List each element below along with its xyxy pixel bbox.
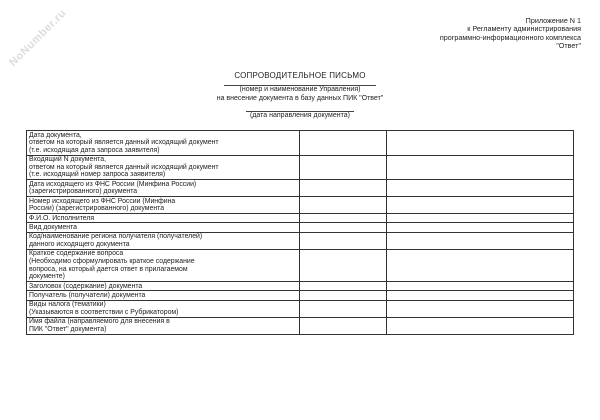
field-label: Вид документа <box>29 224 77 232</box>
field-label: Краткое содержание вопроса <box>29 250 124 258</box>
field-note-cell[interactable] <box>387 155 574 180</box>
field-label: вопроса, на который дается ответ в прилагаемом <box>29 265 188 273</box>
field-label: Виды налога (тематики) <box>29 301 106 309</box>
field-label: (т.е. исходящий номер запроса заявителя) <box>29 171 166 179</box>
field-label-cell <box>27 197 300 214</box>
field-note-cell[interactable] <box>387 249 574 281</box>
field-label: (Указываются в соответствии с Рубрикатором) <box>29 308 179 316</box>
field-label: ответом на который является данный исходящий документ <box>29 139 219 147</box>
field-note-cell[interactable] <box>387 180 574 197</box>
field-label: Получатель (получатели) документа <box>29 291 146 299</box>
field-label: Входящий N документа, <box>29 156 107 164</box>
field-value-cell[interactable] <box>300 281 387 290</box>
field-value-cell[interactable] <box>300 291 387 300</box>
field-note-cell[interactable] <box>387 300 574 317</box>
table-row <box>27 291 574 300</box>
purpose-line: на внесение документа в базу данных ПИК "Ответ" <box>216 95 384 102</box>
field-label-cell <box>27 223 300 232</box>
appendix-line: к Регламенту администрирования <box>467 24 581 34</box>
field-label: (зарегистрированного) документа <box>29 188 138 196</box>
appendix-line: программно-информационного комплекса <box>439 32 581 42</box>
table-row <box>27 249 574 281</box>
field-value-cell[interactable] <box>300 214 387 223</box>
field-label: ПИК "Ответ" документа) <box>29 325 107 333</box>
field-label-cell <box>27 214 300 223</box>
field-label: Заголовок (содержание) документа <box>29 282 143 290</box>
field-label-cell <box>27 131 300 156</box>
field-note-cell[interactable] <box>387 291 574 300</box>
table-row <box>27 300 574 317</box>
table-row <box>27 223 574 232</box>
appendix-line: Приложение N 1 <box>525 16 581 25</box>
field-note-cell[interactable] <box>387 317 574 334</box>
table-row <box>27 214 574 223</box>
field-value-cell[interactable] <box>300 131 387 156</box>
field-label: Ф.И.О. Исполнителя <box>29 214 95 222</box>
field-label-cell <box>27 291 300 300</box>
field-label-cell <box>27 317 300 334</box>
field-note-cell[interactable] <box>387 214 574 223</box>
table-row <box>27 281 574 290</box>
field-value-cell[interactable] <box>300 232 387 249</box>
field-value-cell[interactable] <box>300 317 387 334</box>
field-note-cell[interactable] <box>387 131 574 156</box>
field-label: (Необходимо сформулировать краткое содержание <box>29 257 195 265</box>
table-row <box>27 232 574 249</box>
field-value-cell[interactable] <box>300 180 387 197</box>
field-label: Имя файла (направляемого для внесения в <box>29 318 170 326</box>
field-label: документе) <box>29 273 65 281</box>
details-table <box>26 130 574 335</box>
field-label: Код/наименование региона получателя (получателей) <box>29 233 203 241</box>
table-row <box>27 317 574 334</box>
field-label-cell <box>27 300 300 317</box>
field-label: ответом на который является данный исходящий документ <box>29 163 219 171</box>
field-label: (т.е. исходящая дата запроса заявителя) <box>29 146 160 154</box>
field-label: данного исходящего документа <box>29 241 130 248</box>
table-row <box>27 180 574 197</box>
date-hint: (дата направления документа) <box>250 112 350 119</box>
field-label: Дата документа, <box>29 131 82 139</box>
field-value-cell[interactable] <box>300 155 387 180</box>
table-row <box>27 197 574 214</box>
department-hint: (номер и наименование Управления) <box>239 86 361 93</box>
field-label: Дата исходящего из ФНС России (Минфина России) <box>29 180 197 188</box>
document-title: СОПРОВОДИТЕЛЬНОЕ ПИСЬМО <box>234 71 366 80</box>
field-value-cell[interactable] <box>300 300 387 317</box>
table-row <box>27 131 574 156</box>
field-label-cell <box>27 155 300 180</box>
field-label-cell <box>27 232 300 249</box>
field-note-cell[interactable] <box>387 281 574 290</box>
appendix-line: "Ответ" <box>556 41 581 51</box>
field-value-cell[interactable] <box>300 197 387 214</box>
field-note-cell[interactable] <box>387 197 574 214</box>
field-note-cell[interactable] <box>387 223 574 232</box>
field-note-cell[interactable] <box>387 232 574 249</box>
field-value-cell[interactable] <box>300 223 387 232</box>
field-label-cell <box>27 281 300 290</box>
field-label-cell <box>27 249 300 281</box>
appendix-header <box>381 17 581 51</box>
watermark: NoNumber.ru <box>7 7 69 69</box>
field-value-cell[interactable] <box>300 249 387 281</box>
field-label: России) (зарегистрированного) документа <box>29 205 165 213</box>
field-label-cell <box>27 180 300 197</box>
table-row <box>27 155 574 180</box>
field-label: Номер исходящего из ФНС России (Минфина <box>29 197 176 205</box>
